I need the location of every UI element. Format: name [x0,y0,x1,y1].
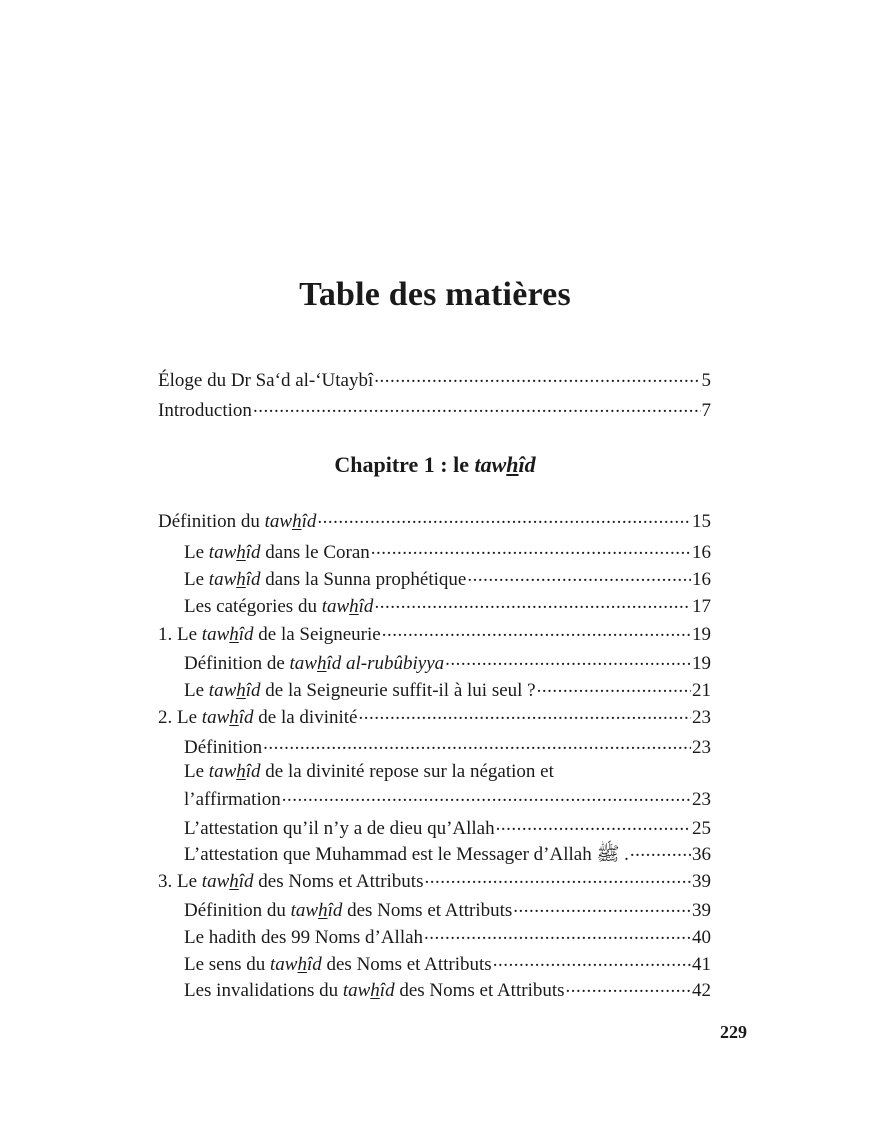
toc-entry-label: L’attestation qu’il n’y a de dieu qu’Allah [184,818,495,839]
toc-entry-page: 21 [692,680,711,701]
toc-entry [184,924,711,950]
toc-entry-page: 23 [692,789,711,810]
toc-entry [184,677,711,703]
toc-entry-page: 39 [692,900,711,921]
toc-entry-label: Le tawhîd dans le Coran [184,542,370,563]
dot-leader [371,539,691,558]
toc-entry-label: 1. Le tawhîd de la Seigneurie [158,624,381,645]
toc-entry [184,760,711,784]
page-number: 229 [720,1022,747,1042]
toc-entry [158,397,711,423]
dot-leader [537,677,691,696]
toc-entry-label: Le hadith des 99 Noms d’Allah [184,927,424,948]
chapter-heading [0,452,870,478]
dot-leader [513,897,691,916]
toc-entry-label: Définition du tawhîd des Noms et Attributs [184,900,513,921]
toc-entry-page: 15 [692,511,711,532]
toc-entry [158,621,711,647]
toc-entry [184,897,711,923]
toc-entry [158,367,711,393]
toc-entry [184,566,711,592]
toc-entry-label: L’attestation que Muhammad est le Messager d’Allah ﷺ . [184,844,629,865]
chapter-prefix: Chapitre 1 : le [334,452,475,477]
toc-entry [184,951,711,977]
chapter-word: tawhîd [474,452,536,477]
dot-leader [424,924,691,943]
toc-entry-page: 41 [692,954,711,975]
toc-entry-page: 19 [692,624,711,645]
toc-entry-label: Le tawhîd de la divinité repose sur la négation et [184,761,554,782]
toc-entry-label: Définition de tawhîd al-rubûbiyya [184,653,445,674]
toc-entry-label: Le tawhîd dans la Sunna prophétique [184,569,467,590]
toc-entry-label: 2. Le tawhîd de la divinité [158,707,358,728]
toc-entry-label: l’affirmation [184,789,281,810]
dot-leader [263,734,691,753]
toc-entry-label: Définition [184,737,263,758]
toc-entry-page: 16 [692,569,711,590]
toc-entry-label: Introduction [158,400,252,421]
toc-entry-page: 42 [692,980,711,1001]
toc-entry [158,704,711,730]
toc-entry-label: Définition du tawhîd [158,511,317,532]
dot-leader [374,593,691,612]
dot-leader [358,704,691,723]
dot-leader [282,786,691,805]
toc-entry-page: 19 [692,653,711,674]
dot-leader [382,621,691,640]
toc-entry [184,650,711,676]
dot-leader [467,566,691,585]
toc-entry [184,539,711,565]
toc-entry [184,977,711,1003]
toc-entry-page: 23 [692,707,711,728]
toc-entry-label: Les invalidations du tawhîd des Noms et Attributs [184,980,565,1001]
dot-leader [253,397,701,416]
toc-entry-label: Éloge du Dr Sa‘d al-‘Utaybî [158,370,374,391]
toc-entry [158,868,711,894]
toc-entry-label: Le tawhîd de la Seigneurie suffit-il à lui seul ? [184,680,536,701]
dot-leader [493,951,691,970]
toc-entry-page: 25 [692,818,711,839]
toc-entry [184,593,711,619]
dot-leader [424,868,691,887]
toc-entry-label: Le sens du tawhîd des Noms et Attributs [184,954,492,975]
dot-leader [566,977,691,996]
toc-entry [184,841,711,867]
toc-entry-page: 17 [692,596,711,617]
toc-entry [184,786,711,812]
toc-entry-page: 23 [692,737,711,758]
toc-entry-page: 40 [692,927,711,948]
toc-entry-page: 5 [701,370,711,391]
dot-leader [317,508,691,527]
toc-entry [184,815,711,841]
dot-leader [374,367,700,386]
dot-leader [496,815,691,834]
toc-entry-label: 3. Le tawhîd des Noms et Attributs [158,871,424,892]
dot-leader [630,841,691,860]
toc-entry-page: 36 [692,844,711,865]
toc-entry-page: 39 [692,871,711,892]
toc-entry-label: Les catégories du tawhîd [184,596,374,617]
toc-entry-page: 7 [701,400,711,421]
page-title: Table des matières [299,276,571,313]
dot-leader [445,650,691,669]
toc-entry [158,508,711,534]
toc-entry [184,734,711,760]
toc-entry-page: 16 [692,542,711,563]
